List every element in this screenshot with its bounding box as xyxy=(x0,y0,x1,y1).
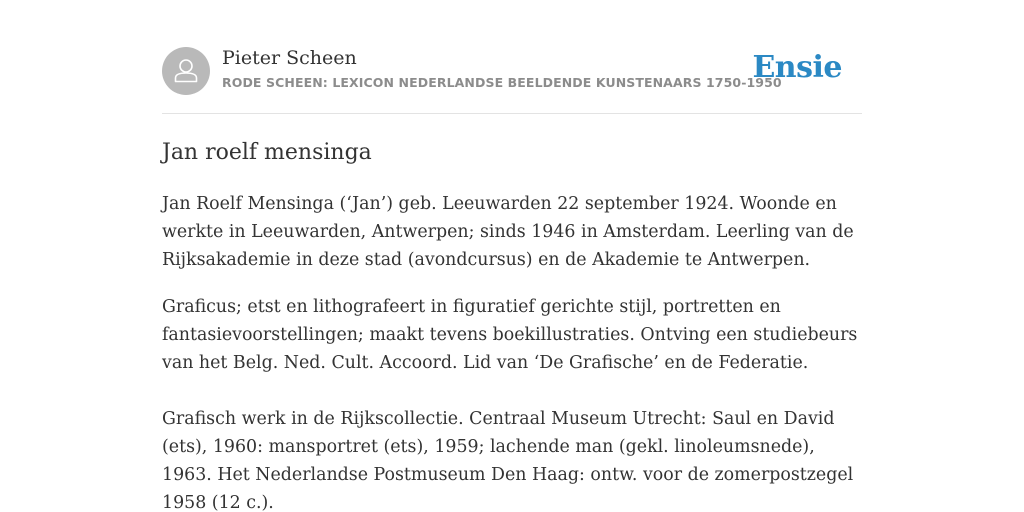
user-icon xyxy=(162,47,210,95)
article-paragraph: Graficus; etst en lithografeert in figuratief gerichte stijl, portretten en fantasievoorstellingen; maakt tevens boekillustraties. Ontving een studiebeurs van het Belg. Ned. Cult. Accoord. Lid van ‘De Grafische’ en de Federatie. xyxy=(162,297,858,373)
page-title: Jan roelf mensinga xyxy=(162,140,372,165)
divider xyxy=(162,113,862,114)
header xyxy=(162,44,862,98)
avatar[interactable] xyxy=(162,47,210,95)
article-paragraph: Grafisch werk in de Rijkscollectie. Centraal Museum Utrecht: Saul en David (ets), 1960: mansportret (ets), 1959; lachende man (gekl. linoleumsnede), 1963. Het Nederlandse Postmuseum Den Haag: ontw. voor de zomerpostzegel 1958 (12 c.). xyxy=(162,409,854,512)
author-name[interactable]: Pieter Scheen xyxy=(222,47,357,69)
article-paragraph: Jan Roelf Mensinga (‘Jan’) geb. Leeuwarden 22 september 1924. Woonde en werkte in Leeuwarden, Antwerpen; sinds 1946 in Amsterdam. Leerling van de Rijksakademie in deze stad (avondcursus) en de Akademie te Antwerpen. xyxy=(162,194,854,270)
source-title[interactable]: RODE SCHEEN: LEXICON NEDERLANDSE BEELDENDE KUNSTENAARS 1750-1950 xyxy=(222,75,782,90)
brand-logo[interactable]: Ensie xyxy=(752,50,842,85)
